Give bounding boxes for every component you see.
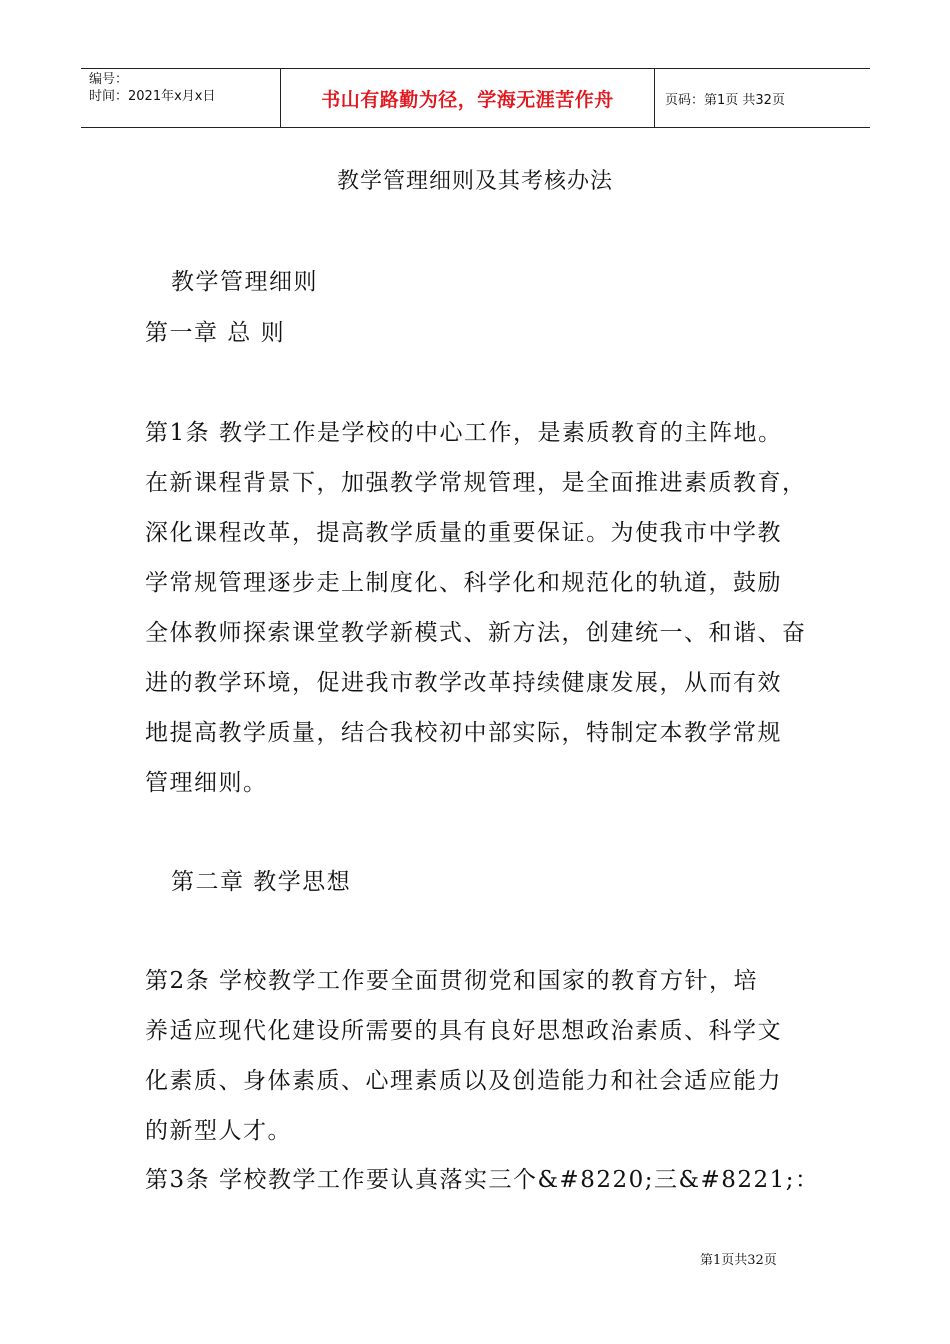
article-1-line: 地提高教学质量，结合我校初中部实际，特制定本教学常规: [145, 720, 782, 746]
chapter-1-heading: 第一章 总 则: [145, 320, 286, 346]
document-header: [81, 68, 870, 128]
chapter-2-heading: 第二章 教学思想: [171, 869, 352, 895]
header-page-info: 页码：第1页 共32页: [665, 92, 785, 108]
header-time-label: 时间：2021年x月x日: [89, 89, 216, 104]
header-motto: 书山有路勤为径，学海无涯苦作舟: [281, 69, 655, 127]
article-2-line: 化素质、身体素质、心理素质以及创造能力和社会适应能力: [145, 1068, 782, 1094]
article-1-line: 进的教学环境，促进我市教学改革持续健康发展，从而有效: [145, 670, 782, 696]
article-2-line: 的新型人才。: [145, 1118, 292, 1144]
article-1-line: 在新课程背景下，加强教学常规管理，是全面推进素质教育，: [145, 470, 807, 496]
document-title: 教学管理细则及其考核办法: [336, 169, 613, 194]
article-2-line: 养适应现代化建设所需要的具有良好思想政治素质、科学文: [145, 1018, 782, 1044]
article-2-line: 第2条 学校教学工作要全面贯彻党和国家的教育方针，培: [145, 968, 758, 994]
header-meta: [81, 69, 281, 127]
article-3-line: 第3条 学校教学工作要认真落实三个&#8220;三&#8221;：: [145, 1167, 820, 1193]
section-title: 教学管理细则: [171, 269, 318, 295]
article-1-line: 学常规管理逐步走上制度化、科学化和规范化的轨道，鼓励: [145, 570, 782, 596]
page-footer: 第1页共32页: [700, 1253, 777, 1268]
article-1-line: 管理细则。: [145, 770, 268, 796]
article-1-line: 第1条 教学工作是学校的中心工作，是素质教育的主阵地。: [145, 420, 783, 446]
article-1-line: 深化课程改革，提高教学质量的重要保证。为使我市中学教: [145, 520, 782, 546]
article-1-line: 全体教师探索课堂教学新模式、新方法，创建统一、和谐、奋: [145, 620, 807, 646]
header-number-label: 编号：: [89, 72, 129, 87]
